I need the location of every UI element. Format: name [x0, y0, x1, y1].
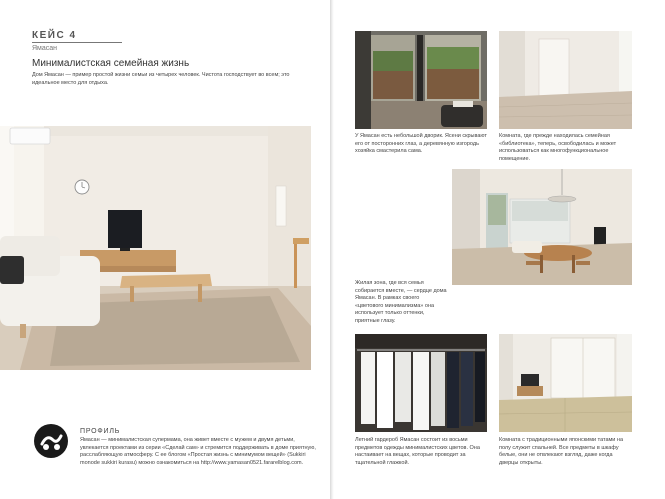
- page-gutter: [330, 0, 334, 499]
- dining-room-photo: [452, 169, 632, 285]
- caption-empty-room: Комната, где прежде находилась семейная «библиотека», теперь, освободилась и может использоваться как многофункциональное помещение.: [499, 133, 617, 162]
- tatami-room-photo: [499, 334, 632, 432]
- empty-room-photo: [499, 31, 632, 129]
- caption-dining-room: Жилая зона, где вся семья собирается вместе, — сердце дома Ямасан. В рамках своего «цветового минимализма» она использует только оттенки, приятные глазу.: [355, 280, 447, 324]
- profile-text: Ямасан — минималистская супермама, она живет вместе с мужем и двумя детьми, увлекается проектами из серии «Сделай сам» и стремится поддерживать в доме приятную, расслабляющую атмосферу. С ее блогом «Простая жизнь с минимумом вещей» (Sukkiri monode sukkiri kurasu) можно ознакомиться на http://www.yamasan0521.fararelblog.com.: [80, 437, 316, 466]
- case-name: Ямасан: [32, 45, 58, 52]
- article-title: Минималистская семейная жизнь: [32, 58, 190, 69]
- courtyard-photo: [355, 31, 487, 129]
- living-room-photo: [0, 126, 311, 370]
- profile-logo: [33, 423, 69, 459]
- profile-label: ПРОФИЛЬ: [80, 428, 121, 435]
- caption-wardrobe: Летний гардероб Ямасан состоит из восьми предметов одежды минималистских цветов. Она настаивает на вещах, которые проводит за тщательной глажкой.: [355, 437, 480, 466]
- case-divider: [32, 42, 122, 43]
- intro-text: Дом Ямасан — пример простой жизни семьи из четырех человек. Чистота господствует во всем; это идеальное место для отдыха.: [32, 72, 290, 86]
- wardrobe-photo: [355, 334, 487, 432]
- caption-tatami-room: Комната с традиционными японскими татами на полу служит спальней. Все предметы в шкафу белые, они не отвлекают взгляд, даже когда дверцы открыты.: [499, 437, 624, 466]
- caption-courtyard: У Ямасан есть небольшой дворик. Ясени скрывают его от посторонних глаз, а деревянную изгородь хозяйка смастерила сама.: [355, 133, 487, 155]
- case-label: КЕЙС 4: [32, 30, 77, 41]
